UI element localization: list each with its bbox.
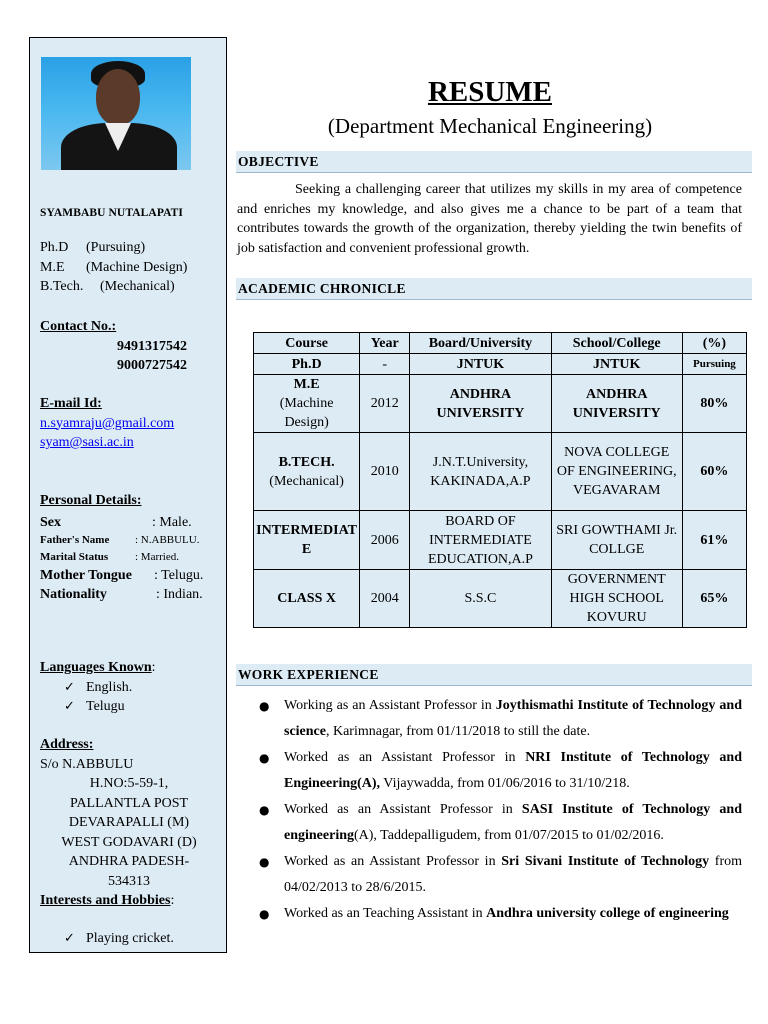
candidate-name: SYAMBABU NUTALAPATI [40,207,184,219]
hobbies-heading: Interests and Hobbies [40,893,171,908]
language-item [40,697,156,717]
table-row [254,570,747,628]
column-header: Course [254,333,360,354]
work-text: Vijaywadda, from 01/06/2016 to 31/10/218. [380,776,630,791]
percent-cell: 60% [682,433,746,511]
personal-details-heading: Personal Details: [40,493,142,508]
year-cell: 2012 [360,375,410,433]
page-title: RESUME [427,76,553,108]
personal-row-father [40,532,203,549]
work-organization: NRI Institute of Technology and Engineering(A), [284,750,743,791]
table-header-row [254,333,747,354]
work-text: Working as an Assistant Professor in [284,698,496,713]
personal-key: Father's Name [40,533,110,546]
bullet-icon: ● [259,751,270,765]
course-cell [254,433,360,511]
personal-row-sex [40,513,203,532]
table-row [254,511,747,570]
personal-value: : Male. [152,514,192,530]
language-label: English. [86,679,133,695]
profile-photo [41,57,191,170]
hobbies-colon: : [170,893,175,908]
column-header: School/College [551,333,682,354]
list-item [237,849,742,901]
academic-table [253,332,747,628]
languages-colon: : [151,660,156,675]
languages-heading: Languages Known [40,660,152,675]
address-section [40,735,218,911]
percent-cell: 65% [682,570,746,628]
course-name: M.E [293,377,320,392]
course-cell: CLASS X [254,570,360,628]
year-cell: - [360,354,410,375]
school-cell: ANDHRA UNIVERSITY [551,375,682,433]
degree-name: M.E [40,259,65,275]
languages-section [40,658,156,717]
objective-text: Seeking a challenging career that utilizes my skills in my area of competence and enriches my knowledge, and also gives me a chance to be part of a team that contributes towards the growth of the organization, thereby yielding the twin benefits of job satisfaction and convenient professional growth. [237,182,742,256]
bullet-icon: ● [259,907,270,921]
school-cell: SRI GOWTHAMI Jr. COLLGE [551,511,682,570]
personal-value: : Telugu. [154,567,204,583]
address-line: ANDHRA PADESH- [68,854,190,869]
column-header: Year [360,333,410,354]
address-heading: Address: [40,737,94,752]
board-cell: J.N.T.University, KAKINADA,A.P [410,433,551,511]
degree-name: Ph.D [40,240,69,255]
work-text: Worked as an Assistant Professor in [284,802,522,817]
sidebar-panel [29,37,227,953]
work-text: (A), Taddepalligudem, from 01/07/2015 to 01/02/2016. [354,828,664,843]
course-name: B.TECH. [278,454,335,470]
check-mark-icon: ✓ [64,699,75,714]
table-row [254,375,747,433]
list-item [237,797,742,849]
percent-cell: 80% [682,375,746,433]
address-line: 534313 [108,873,150,889]
work-experience-heading: WORK EXPERIENCE [236,664,752,686]
work-text: from 04/02/2013 to 28/6/2015. [284,854,742,895]
percent-cell: Pursuing [682,354,746,375]
work-text: Worked as an Teaching Assistant in [284,906,487,921]
phone-number[interactable]: 9000727542 [117,358,187,373]
board-cell: ANDHRA UNIVERSITY [410,375,551,433]
degree-row [40,238,187,258]
work-text: Worked as an Assistant Professor in [284,750,526,765]
work-organization: SASI Institute of Technology and engineering [284,802,742,843]
list-item [237,693,742,745]
school-cell: JNTUK [551,354,682,375]
school-cell: GOVERNMENT HIGH SCHOOL KOVURU [551,570,682,628]
language-label: Telugu [86,699,125,714]
degree-name: B.Tech. [40,279,84,294]
personal-value: : Indian. [156,586,203,602]
work-text: , Karimnagar, from 01/11/2018 to still the date. [325,724,591,739]
language-item [40,678,156,698]
hobby-label: Playing cricket. [86,931,174,946]
personal-key: Marital Status [40,550,109,563]
school-cell: NOVA COLLEGE OF ENGINEERING, VEGAVARAM [551,433,682,511]
personal-row-marital [40,549,203,566]
phone-number[interactable]: 9491317542 [117,338,187,354]
percent-cell: 61% [682,511,746,570]
degree-detail: (Machine Design) [86,259,188,275]
address-line: WEST GODAVARI (D) [61,834,197,850]
email-heading: E-mail Id: [40,396,102,411]
year-cell: 2006 [360,511,410,570]
email-section [40,394,174,453]
course-cell: INTERMEDIATE [254,511,360,570]
year-cell: 2004 [360,570,410,628]
degree-detail: (Mechanical) [100,279,175,294]
address-line: H.NO:5-59-1, [89,776,169,791]
personal-key: Sex [40,514,61,530]
column-header: (%) [682,333,746,354]
address-line: DEVARAPALLI (M) [68,815,190,830]
academic-heading: ACADEMIC CHRONICLE [236,278,752,300]
hobby-item [40,929,174,949]
degree-row [40,258,187,278]
bullet-icon: ● [259,855,270,869]
personal-details-section [40,491,203,604]
bullet-icon: ● [259,699,270,713]
course-detail: (Mechanical) [269,473,344,489]
address-line: S/o N.ABBULU [40,756,134,772]
email-link[interactable]: syam@sasi.ac.in [40,435,134,450]
contact-heading: Contact No.: [40,319,117,334]
table-row [254,354,747,375]
personal-row-tongue [40,566,203,585]
email-link[interactable]: n.syamraju@gmail.com [40,415,175,431]
table-row [254,433,747,511]
work-organization: Sri Sivani Institute of Technology [501,854,710,869]
work-text: Worked as an Assistant Professor in [284,854,502,869]
course-cell [254,375,360,433]
contact-section [40,317,187,376]
check-mark-icon: ✓ [64,931,75,946]
personal-value: : N.ABBULU. [135,533,200,546]
bullet-icon: ● [259,803,270,817]
check-mark-icon: ✓ [64,679,75,695]
personal-key: Mother Tongue [40,567,132,583]
address-line: PALLANTLA POST [69,795,189,811]
column-header: Board/University [410,333,551,354]
work-organization: Joythismathi Institute of Technology and science [284,698,742,739]
year-cell: 2010 [360,433,410,511]
list-item [237,745,742,797]
list-item [237,901,742,927]
degree-row [40,277,187,297]
hobbies-list [40,929,174,949]
work-experience-list [237,693,742,927]
personal-key: Nationality [40,586,107,602]
personal-value: : Married. [135,550,179,563]
board-cell: JNTUK [410,354,551,375]
board-cell: S.S.C [410,570,551,628]
page-subtitle: (Department Mechanical Engineering) [327,114,653,138]
course-detail: (Machine Design) [279,396,334,430]
work-organization: Andhra university college of engineering [486,906,729,921]
course-cell: Ph.D [254,354,360,375]
degree-detail: (Pursuing) [86,240,146,255]
personal-row-nationality [40,585,203,604]
degrees-list [40,238,187,297]
board-cell: BOARD OF INTERMEDIATE EDUCATION,A.P [410,511,551,570]
objective-heading: OBJECTIVE [236,151,752,173]
